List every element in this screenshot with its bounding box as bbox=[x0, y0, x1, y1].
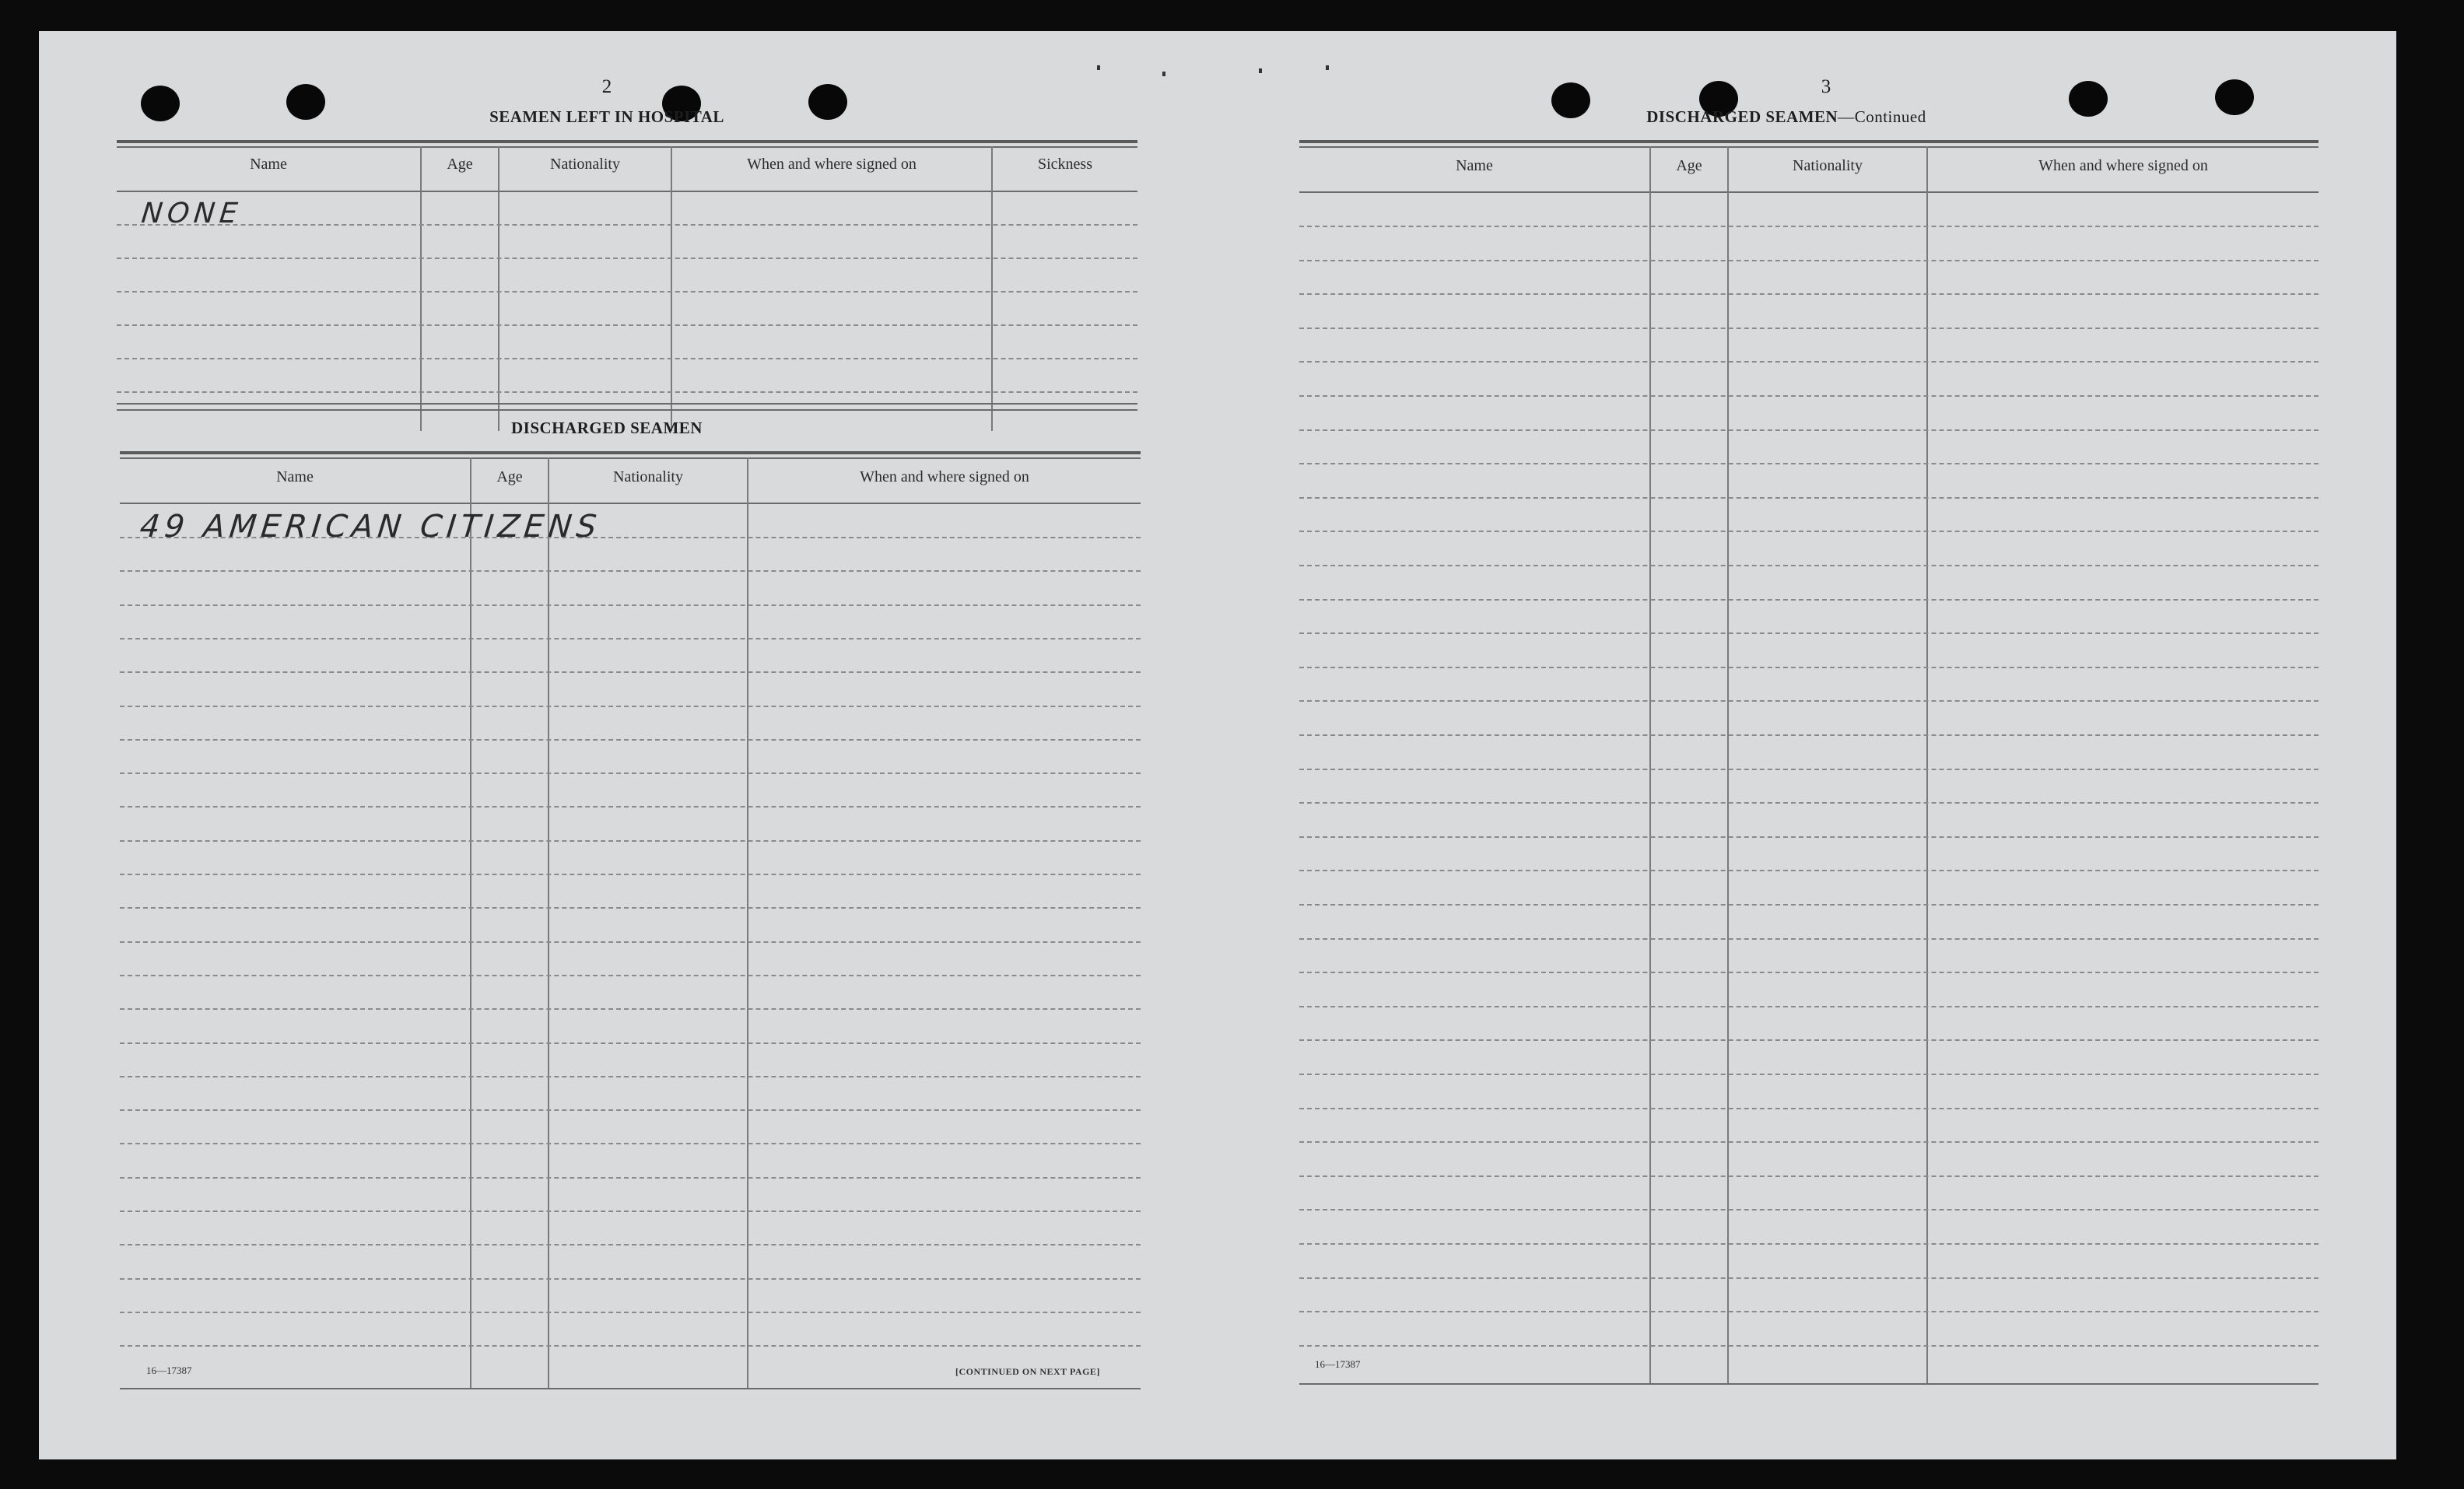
title-suffix: —Continued bbox=[1838, 107, 1926, 126]
form-number: 16—17387 bbox=[1315, 1358, 1361, 1370]
ruled-line bbox=[1299, 1108, 2319, 1109]
ruled-line bbox=[120, 1143, 1141, 1144]
ruled-line bbox=[1299, 565, 2319, 566]
title-main: DISCHARGED SEAMEN bbox=[1646, 107, 1838, 126]
ruled-line bbox=[120, 604, 1141, 606]
ruled-line bbox=[1299, 769, 2319, 770]
column-header-signed-on: When and where signed on bbox=[747, 156, 917, 173]
ruled-line bbox=[1299, 802, 2319, 804]
ruled-line bbox=[1299, 1175, 2319, 1177]
ruled-line bbox=[1299, 429, 2319, 431]
ruled-line bbox=[120, 739, 1141, 741]
ruled-line bbox=[1299, 667, 2319, 668]
page-number: 2 bbox=[601, 76, 612, 97]
ruled-line bbox=[120, 1042, 1141, 1044]
ruled-line bbox=[1299, 1039, 2319, 1041]
header-rule bbox=[1299, 191, 2319, 193]
ruled-line bbox=[1299, 1243, 2319, 1245]
section-rule bbox=[117, 403, 1137, 405]
ruled-line bbox=[120, 638, 1141, 639]
form-number: 16—17387 bbox=[146, 1365, 192, 1376]
ruled-line bbox=[1299, 632, 2319, 634]
ruled-line bbox=[120, 773, 1141, 774]
header-rule bbox=[117, 191, 1137, 192]
ruled-line bbox=[120, 1008, 1141, 1010]
column-header-age: Age bbox=[1676, 157, 1702, 174]
column-header-nationality: Nationality bbox=[613, 468, 683, 485]
top-rule bbox=[1299, 146, 2319, 148]
top-rule bbox=[120, 451, 1141, 454]
column-divider bbox=[1649, 146, 1651, 1383]
section-rule bbox=[117, 409, 1137, 411]
discharged-continued-title bbox=[1600, 107, 1973, 127]
column-header-signed-on: When and where signed on bbox=[860, 468, 1029, 485]
ruled-line bbox=[120, 840, 1141, 842]
column-divider bbox=[1727, 146, 1729, 1383]
ruled-line bbox=[120, 806, 1141, 808]
bottom-rule bbox=[1299, 1383, 2319, 1385]
ruled-line bbox=[117, 224, 1137, 226]
column-divider bbox=[747, 457, 748, 1388]
ruled-line bbox=[1299, 463, 2319, 464]
ruled-line bbox=[1299, 938, 2319, 940]
ruled-line bbox=[1299, 531, 2319, 532]
top-rule bbox=[1299, 140, 2319, 143]
scanned-sheet bbox=[39, 31, 2396, 1459]
ruled-line bbox=[120, 706, 1141, 707]
ruled-line bbox=[120, 941, 1141, 943]
column-header-age: Age bbox=[447, 156, 473, 173]
header-rule bbox=[120, 503, 1141, 504]
ruled-line bbox=[117, 391, 1137, 393]
ruled-line bbox=[120, 1312, 1141, 1313]
ruled-line bbox=[1299, 700, 2319, 702]
column-divider bbox=[671, 146, 672, 431]
ruled-line bbox=[1299, 972, 2319, 973]
column-header-name: Name bbox=[276, 468, 314, 485]
bottom-rule bbox=[120, 1388, 1141, 1389]
ruled-line bbox=[1299, 1074, 2319, 1075]
ruled-line bbox=[120, 874, 1141, 875]
ruled-line bbox=[1299, 904, 2319, 906]
handwritten-entry: 49 AMERICAN CITIZENS bbox=[138, 509, 603, 545]
column-divider bbox=[991, 146, 993, 431]
ruled-line bbox=[1299, 395, 2319, 397]
ruled-line bbox=[117, 358, 1137, 359]
ruled-line bbox=[1299, 870, 2319, 871]
ruled-line bbox=[1299, 1006, 2319, 1007]
ruled-line bbox=[1299, 1345, 2319, 1347]
ruled-line bbox=[120, 1345, 1141, 1347]
ruled-line bbox=[117, 324, 1137, 326]
speck-mark bbox=[1162, 72, 1165, 76]
column-header-name: Name bbox=[250, 156, 287, 173]
punch-hole bbox=[286, 84, 325, 120]
punch-hole bbox=[1551, 82, 1590, 118]
continued-note: [CONTINUED ON NEXT PAGE] bbox=[955, 1366, 1100, 1377]
ruled-line bbox=[1299, 1311, 2319, 1312]
column-divider bbox=[470, 457, 471, 1388]
column-divider bbox=[548, 457, 549, 1388]
ruled-line bbox=[1299, 293, 2319, 295]
ruled-line bbox=[1299, 1277, 2319, 1279]
ruled-line bbox=[120, 907, 1141, 909]
column-header-name: Name bbox=[1456, 157, 1493, 174]
ruled-line bbox=[1299, 260, 2319, 261]
column-header-nationality: Nationality bbox=[1793, 157, 1863, 174]
top-rule bbox=[117, 146, 1137, 148]
ruled-line bbox=[120, 1076, 1141, 1077]
top-rule bbox=[117, 140, 1137, 143]
ruled-line bbox=[120, 1278, 1141, 1280]
ruled-line bbox=[120, 975, 1141, 976]
hospital-section-title: SEAMEN LEFT IN HOSPITAL bbox=[489, 107, 724, 126]
ruled-line bbox=[1299, 328, 2319, 329]
punch-hole bbox=[2069, 81, 2108, 117]
column-header-sickness: Sickness bbox=[1038, 156, 1092, 173]
ruled-line bbox=[120, 671, 1141, 673]
ruled-line bbox=[1299, 734, 2319, 736]
punch-hole bbox=[141, 86, 180, 121]
column-divider bbox=[1926, 146, 1928, 1383]
ruled-line bbox=[120, 1210, 1141, 1212]
ruled-line bbox=[117, 258, 1137, 259]
ruled-line bbox=[117, 291, 1137, 293]
handwritten-entry: NONE bbox=[139, 198, 244, 229]
ruled-line bbox=[1299, 361, 2319, 363]
column-header-signed-on: When and where signed on bbox=[2038, 157, 2208, 174]
column-header-nationality: Nationality bbox=[550, 156, 620, 173]
speck-mark bbox=[1097, 65, 1100, 70]
speck-mark bbox=[1259, 68, 1262, 73]
ruled-line bbox=[1299, 1209, 2319, 1210]
discharged-section-title: DISCHARGED SEAMEN bbox=[511, 419, 703, 437]
ruled-line bbox=[1299, 836, 2319, 838]
ruled-line bbox=[1299, 1141, 2319, 1143]
column-divider bbox=[420, 146, 422, 431]
punch-hole bbox=[2215, 79, 2254, 115]
ruled-line bbox=[120, 1177, 1141, 1179]
ruled-line bbox=[1299, 599, 2319, 601]
ruled-line bbox=[120, 1109, 1141, 1111]
column-divider bbox=[498, 146, 499, 431]
page-number: 3 bbox=[1821, 76, 1831, 97]
ruled-line bbox=[1299, 497, 2319, 499]
speck-mark bbox=[1326, 65, 1329, 70]
ruled-line bbox=[1299, 226, 2319, 227]
column-header-age: Age bbox=[496, 468, 523, 485]
top-rule bbox=[120, 457, 1141, 459]
ruled-line bbox=[120, 570, 1141, 572]
ruled-line bbox=[120, 1244, 1141, 1246]
